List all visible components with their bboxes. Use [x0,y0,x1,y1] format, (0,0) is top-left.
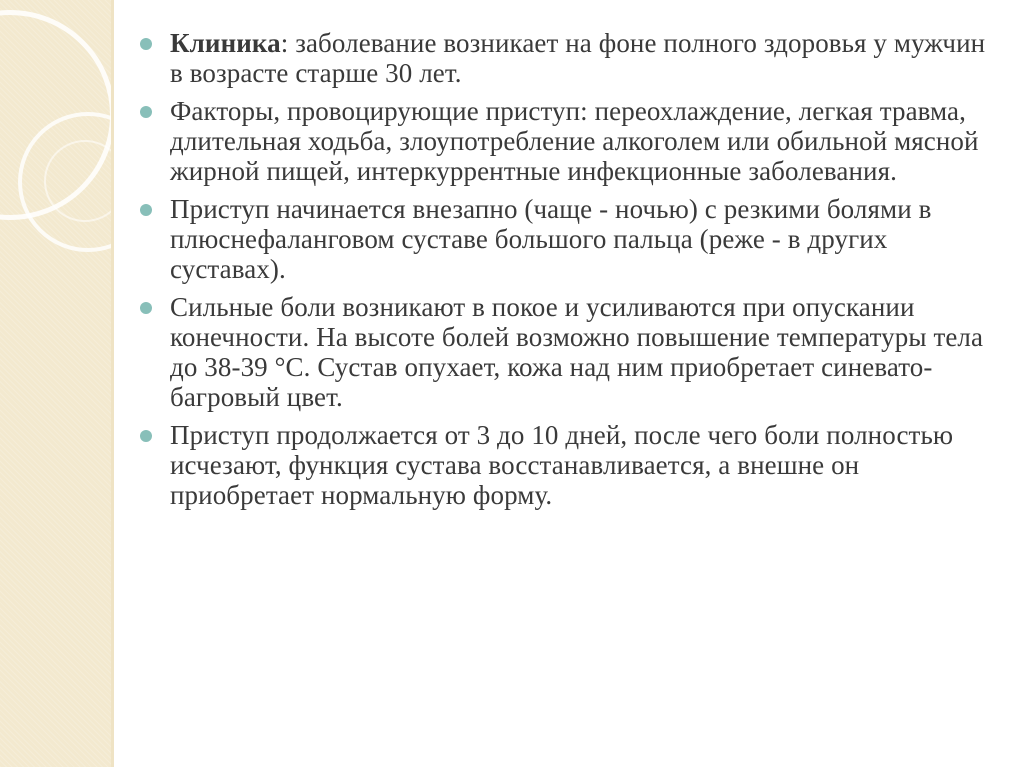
bullet-dot-icon [140,430,152,442]
bullet-text: Сильные боли возникают в покое и усиливаются при опускании конечности. На высоте болей возможно повышение температуры тела до 38-39 °С. Сустав опухает, кожа над ним приобретает синевато-багровый цвет. [170,292,984,412]
bullet-text: Факторы, провоцирующие приступ: переохлаждение, легкая травма, длительная ходьба, злоупотребление алкоголем или обильной мясной жирной пищей, интеркуррентные инфекционные заболевания. [170,96,979,186]
decorative-side-panel [0,0,111,767]
bullet-lead: Клиника [170,28,281,58]
bullet-item-factors [138,96,988,186]
bullet-text: Приступ продолжается от 3 до 10 дней, после чего боли полностью исчезают, функция сустава восстанавливается, а внешне он приобретает нормальную форму. [170,420,954,510]
side-panel-edge [111,0,114,767]
bullet-list [138,28,988,510]
bullet-text: : заболевание возникает на фоне полного здоровья у мужчин в возрасте старше 30 лет. [170,28,986,88]
bullet-dot-icon [140,106,152,118]
slide-content [138,28,988,518]
bullet-dot-icon [140,38,152,50]
bullet-dot-icon [140,302,152,314]
bullet-item-symptoms [138,292,988,412]
bullet-text: Приступ начинается внезапно (чаще - ночью) с резкими болями в плюснефаланговом суставе большого пальца (реже - в других суставах). [170,194,932,284]
bullet-item-onset [138,194,988,284]
bullet-item-duration [138,420,988,510]
bullet-dot-icon [140,204,152,216]
bullet-item-clinic [138,28,988,88]
